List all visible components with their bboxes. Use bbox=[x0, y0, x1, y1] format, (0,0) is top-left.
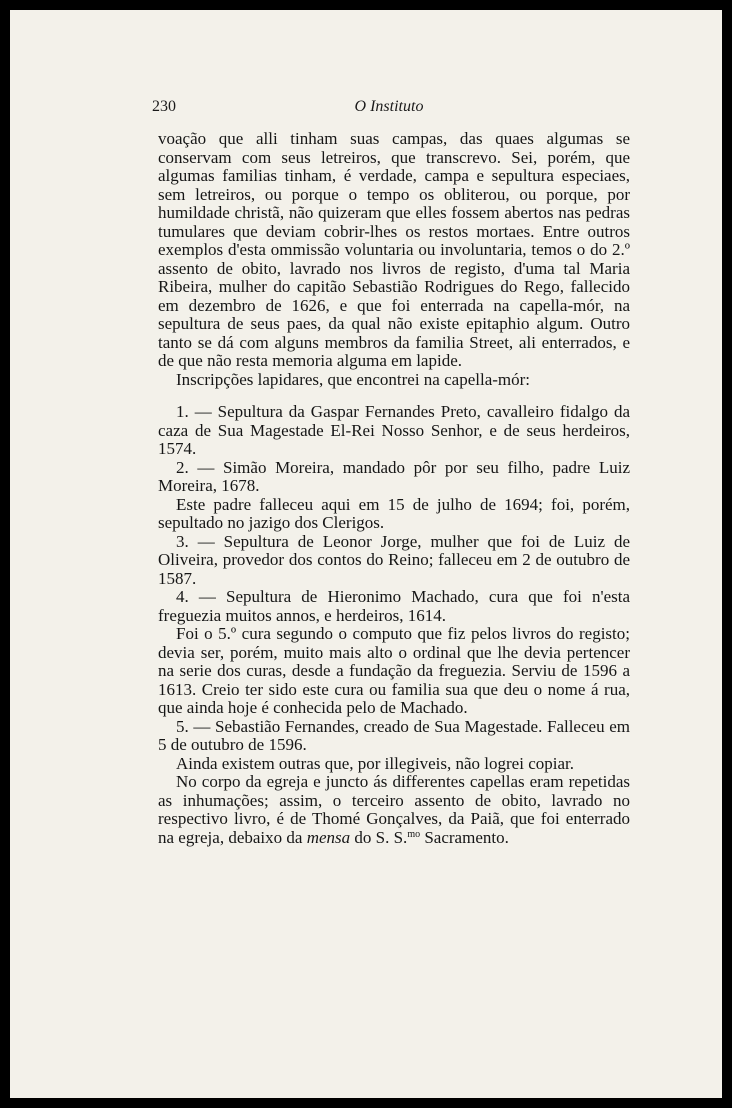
paragraph-note-4: Foi o 5.º cura segundo o computo que fiz pelos livros do registo; devia ser, porém, muito mais alto o ordinal que lhe devia pertencer na serie dos curas, desde a fundação da freguezia. Serviu de 1596 a 1613. Creio ter sido este cura ou familia sua que deu o nome á rua, que ainda hoje é conhecida pelo de Machado. bbox=[158, 624, 630, 717]
paragraph-illegible: Ainda existem outras que, por illegiveis, não logrei copiar. bbox=[176, 753, 574, 773]
page-number: 230 bbox=[152, 98, 176, 115]
body-text bbox=[158, 130, 630, 847]
paragraph-inscription-4: 4. — Sepultura de Hieronimo Machado, cura que foi n'esta freguezia muitos annos, e herdeiros, 1614. bbox=[158, 587, 630, 625]
paragraph-continuation: voação que alli tinham suas campas, das quaes algumas se conservam com seus letreiros, que transcrevo. Sei, porém, que algumas familias tinham, é verdade, campa e sepultura especiaes, sem letreiros, ou porque o tempo os obliterou, ou porque, por humildade christã, não quizeram que elles fossem abertos nas pedras tumulares que deviam cobrir-lhes os restos mortaes. Entre outros exemplos d'esta ommissão voluntaria ou involuntaria, temos o do 2.º assento de obito, lavrado nos livros de registo, d'uma tal Maria Ribeira, mulher do capitão Sebastião Rodrigues do Rego, fallecido em dezembro de 1626, e que foi enterrada na capella-mór, na sepultura de seus paes, da qual não existe epitaphio algum. Outro tanto se dá com alguns membros da familia Street, ali enterrados, e de que não resta memoria alguma em lapide. bbox=[158, 129, 630, 370]
paragraph-inscription-3: 3. — Sepultura de Leonor Jorge, mulher que foi de Luiz de Oliveira, provedor dos contos do Reino; falleceu em 2 de outubro de 1587. bbox=[158, 531, 630, 588]
paragraph-inscription-5: 5. — Sebastião Fernandes, creado de Sua Magestade. Falleceu em 5 de outubro de 1596. bbox=[158, 716, 630, 754]
book-page bbox=[10, 10, 722, 1098]
running-title: O Instituto bbox=[354, 98, 424, 115]
mensa-italic: mensa bbox=[306, 827, 351, 847]
paragraph-inscriptions-intro: Inscripções lapidares, que encontrei na capella-mór: bbox=[176, 369, 531, 389]
paragraph-nave-burials bbox=[158, 773, 630, 847]
nave-text: No corpo da egreja e juncto ás differentes capellas eram repetidas as inhumações; assim, o terceiro assento de obito, lavrado no respectivo livro, é de Thomé Gonçalves, da Paiã, que foi enterrado na egreja, debaixo da bbox=[158, 772, 630, 847]
paragraph-inscription-1: 1. — Sepultura da Gaspar Fernandes Preto, cavalleiro fidalgo da caza de Sua Magestade El-Rei Nosso Senhor, e de seus herdeiros, 1574. bbox=[158, 402, 630, 458]
paragraph-inscription-2: 2. — Simão Moreira, mandado pôr por seu filho, padre Luiz Moreira, 1678. bbox=[158, 457, 630, 495]
page-header bbox=[152, 98, 626, 122]
paragraph-note-2: Este padre falleceu aqui em 15 de julho de 1694; foi, porém, sepultado no jazigo dos Clerigos. bbox=[158, 494, 630, 532]
nave-text-end: Sacramento. bbox=[420, 827, 509, 847]
superscript-mo: mo bbox=[407, 828, 421, 840]
nave-text-mid: do S. S. bbox=[350, 827, 408, 847]
